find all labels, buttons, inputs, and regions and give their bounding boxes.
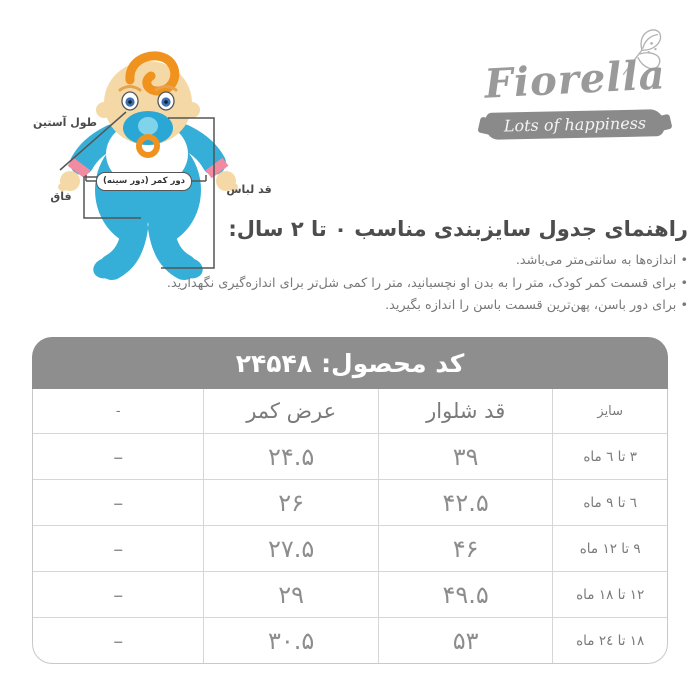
cell-size: ۱۸ تا ۲٤ ماه (553, 618, 667, 664)
brand-tagline: Lots of happiness (503, 113, 647, 136)
cell-waist-width: ۳۰.۵ (204, 618, 379, 664)
cell-extra: – (33, 572, 204, 618)
cell-pants-length: ۵۳ (378, 618, 553, 664)
table-row (33, 618, 667, 664)
sleeve-length-label: طول آستین (32, 116, 98, 129)
cell-size: ۳ تا ٦ ماه (553, 434, 667, 480)
size-guide-bullets (167, 250, 688, 318)
waist-chest-label: دور کمر (دور سینه) (96, 172, 192, 191)
brand-name: Fiorella (483, 51, 667, 108)
table-row (33, 434, 667, 480)
cell-waist-width: ۲۴.۵ (204, 434, 379, 480)
cell-pants-length: ۴۲.۵ (378, 480, 553, 526)
cell-size: ۱۲ تا ۱۸ ماه (553, 572, 667, 618)
cell-waist-width: ۲۹ (204, 572, 379, 618)
rise-label: فاق (50, 190, 72, 203)
cell-waist-width: ۲۷.۵ (204, 526, 379, 572)
product-code-label: کد محصول: (321, 348, 465, 378)
cell-extra: – (33, 618, 204, 664)
cell-extra: – (33, 480, 204, 526)
cell-size: ٦ تا ٩ ماه (553, 480, 667, 526)
cell-pants-length: ۴۶ (378, 526, 553, 572)
cell-waist-width: ۲۶ (204, 480, 379, 526)
cell-extra: – (33, 526, 204, 572)
table-header-row (33, 389, 667, 434)
column-header-size: سایز (553, 389, 667, 434)
product-code-band (32, 337, 668, 389)
table-row (33, 480, 667, 526)
brand-logo (484, 22, 666, 138)
size-guide-title: راهنمای جدول سایزبندی مناسب ۰ تا ۲ سال: (228, 217, 688, 241)
table-row (33, 572, 667, 618)
size-table (33, 389, 667, 663)
bullet-item: • برای دور باسن، پهن‌ترین قسمت باسن را اندازه بگیرید. (167, 295, 688, 318)
column-header-pants-length: قد شلوار (378, 389, 553, 434)
bullet-item: • برای قسمت کمر کودک، متر را به بدن او نچسبانید، متر را کمی شل‌تر برای اندازه‌گیری نگهدارید. (167, 273, 688, 296)
cell-pants-length: ۴۹.۵ (378, 572, 553, 618)
column-header-extra: - (33, 389, 204, 434)
table-row (33, 526, 667, 572)
brand-tagline-banner (486, 109, 665, 140)
bullet-item: • اندازه‌ها به سانتی‌متر می‌باشد. (167, 250, 688, 273)
size-table-container (32, 389, 668, 664)
column-header-waist-width: عرض کمر (204, 389, 379, 434)
cell-extra: – (33, 434, 204, 480)
product-code-value: ۲۴۵۴۸ (235, 348, 313, 378)
size-guide (167, 217, 688, 318)
garment-length-label: قد لباس (226, 183, 272, 196)
cell-size: ٩ تا ۱۲ ماه (553, 526, 667, 572)
cell-pants-length: ۳۹ (378, 434, 553, 480)
